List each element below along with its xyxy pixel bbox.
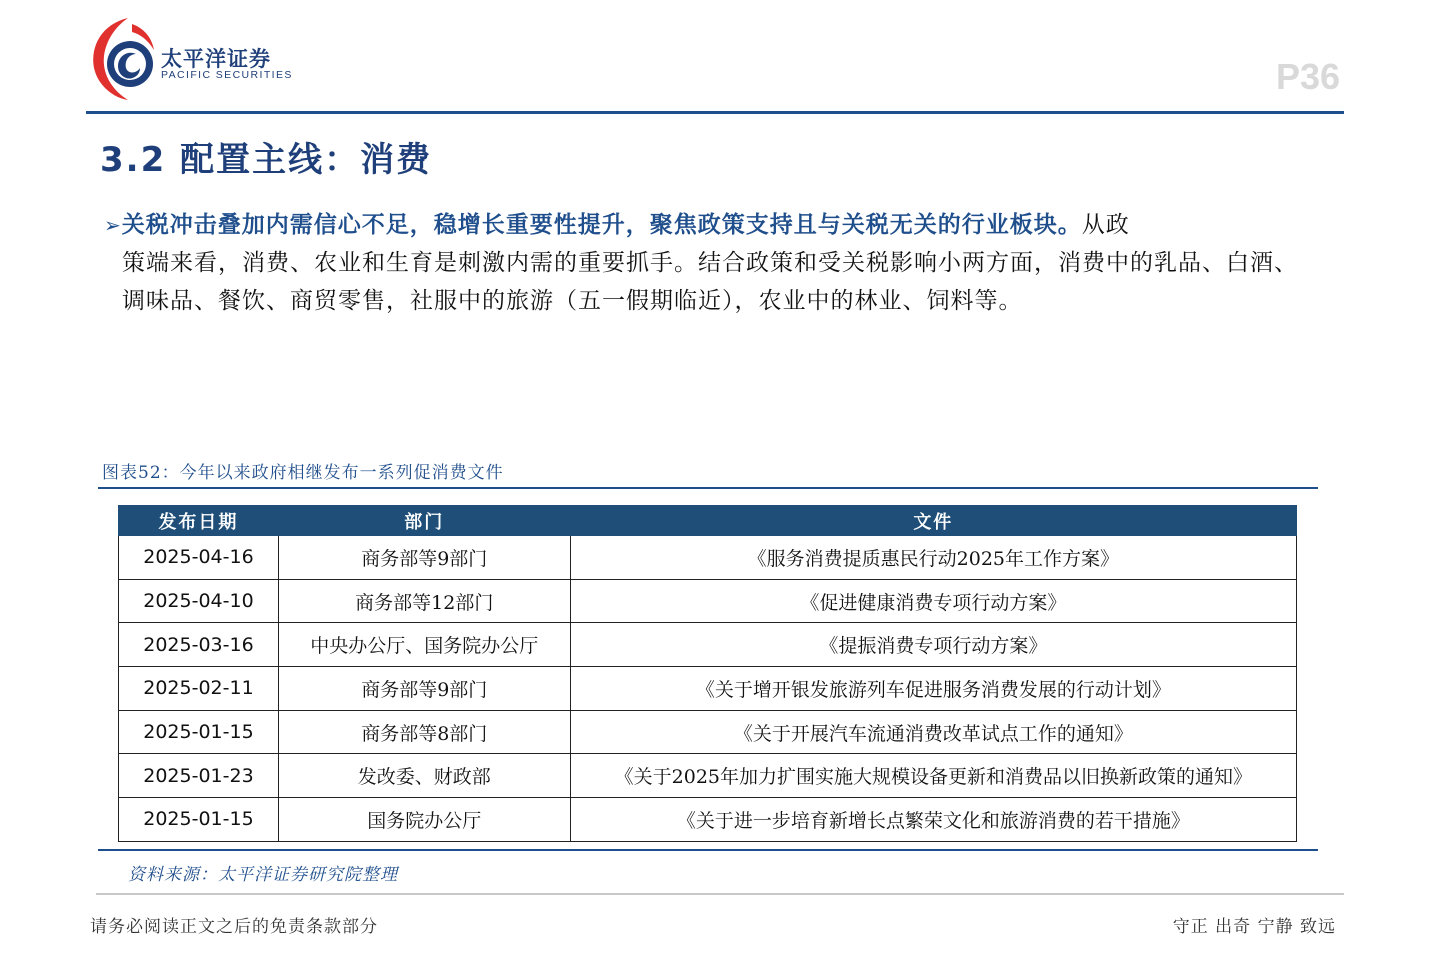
cell-date: 2025-01-15	[119, 798, 279, 842]
table-row	[119, 623, 1297, 667]
pacific-securities-logo-icon	[88, 16, 160, 100]
cell-document: 《关于2025年加力扩围实施大规模设备更新和消费品以旧换新政策的通知》	[570, 754, 1296, 798]
table-caption: 图表52：今年以来政府相继发布一系列促消费文件	[102, 463, 504, 483]
footer-divider	[96, 893, 1344, 895]
brand-logo	[88, 16, 298, 100]
section-title: 3.2 配置主线：消费	[100, 140, 433, 180]
table-row	[119, 754, 1297, 798]
paragraph-bold-text: 关税冲击叠加内需信心不足，稳增长重要性提升，聚焦政策支持且与关税无关的行业板块。	[121, 211, 1082, 238]
table-row	[119, 798, 1297, 842]
paragraph-lead-text: 从政	[1081, 212, 1130, 238]
brand-name-en: PACIFIC SECURITIES	[161, 69, 293, 81]
header-department: 部门	[278, 506, 570, 536]
header-divider	[86, 111, 1344, 114]
header-document: 文件	[570, 506, 1296, 536]
cell-date: 2025-04-16	[119, 536, 279, 580]
cell-date: 2025-01-23	[119, 754, 279, 798]
cell-department: 商务部等12部门	[278, 579, 570, 623]
cell-date: 2025-03-16	[119, 623, 279, 667]
cell-document: 《提振消费专项行动方案》	[570, 623, 1296, 667]
table-row	[119, 536, 1297, 580]
header-date: 发布日期	[119, 506, 279, 536]
body-paragraph	[104, 206, 1304, 320]
cell-date: 2025-01-15	[119, 710, 279, 754]
paragraph-rest-text: 策端来看，消费、农业和生育是刺激内需的重要抓手。结合政策和受关税影响小两方面，消费中的乳品、白酒、调味品、餐饮、商贸零售，社服中的旅游（五一假期临近），农业中的林业、饲料等。	[122, 250, 1298, 314]
cell-document: 《服务消费提质惠民行动2025年工作方案》	[570, 536, 1296, 580]
table-header-row	[119, 506, 1297, 536]
table-row	[119, 667, 1297, 711]
table-row	[119, 710, 1297, 754]
cell-document: 《关于进一步培育新增长点繁荣文化和旅游消费的若干措施》	[570, 798, 1296, 842]
cell-department: 商务部等9部门	[278, 667, 570, 711]
cell-department: 商务部等9部门	[278, 536, 570, 580]
cell-department: 商务部等8部门	[278, 710, 570, 754]
cell-date: 2025-04-10	[119, 579, 279, 623]
source-divider	[98, 849, 1318, 851]
cell-department: 中央办公厅、国务院办公厅	[278, 623, 570, 667]
brand-name-cn: 太平洋证券	[161, 47, 271, 71]
cell-document: 《促进健康消费专项行动方案》	[570, 579, 1296, 623]
data-source: 资料来源：太平洋证券研究院整理	[128, 865, 398, 885]
disclaimer-note: 请务必阅读正文之后的免责条款部分	[90, 917, 378, 937]
table-row	[119, 579, 1297, 623]
bullet-arrow-icon: ➢	[104, 213, 122, 237]
company-motto: 守正 出奇 宁静 致远	[1172, 917, 1336, 937]
cell-document: 《关于增开银发旅游列车促进服务消费发展的行动计划》	[570, 667, 1296, 711]
cell-department: 发改委、财政部	[278, 754, 570, 798]
cell-document: 《关于开展汽车流通消费改革试点工作的通知》	[570, 710, 1296, 754]
caption-divider	[98, 487, 1318, 489]
cell-department: 国务院办公厅	[278, 798, 570, 842]
cell-date: 2025-02-11	[119, 667, 279, 711]
policy-documents-table	[118, 505, 1297, 842]
page-number: P36	[1275, 56, 1340, 97]
